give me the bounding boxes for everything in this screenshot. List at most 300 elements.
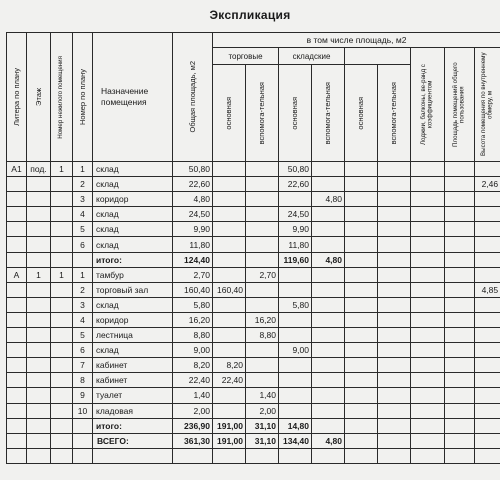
- header-other-main: основная: [345, 65, 378, 162]
- cell-no: 10: [73, 403, 93, 418]
- cell-apt: [51, 403, 73, 418]
- cell-lit: [7, 373, 27, 388]
- cell-no: 7: [73, 358, 93, 373]
- cell-floor: [27, 403, 51, 418]
- cell-storage-aux: [312, 282, 345, 297]
- cell-lit: [7, 418, 27, 433]
- cell-no: 6: [73, 343, 93, 358]
- header-trade: торговые: [213, 48, 279, 65]
- cell-no: [73, 252, 93, 267]
- cell-common: [445, 418, 475, 433]
- cell-other-aux: [378, 373, 411, 388]
- header-loggias: Лоджии, балконы, ве-ранд с коэффициентом: [411, 48, 445, 162]
- header-height: Высота помещения по внутреннему обмеру, м: [475, 48, 500, 162]
- cell-height: [475, 312, 500, 327]
- cell-name: кабинет: [93, 358, 173, 373]
- cell-apt: [51, 297, 73, 312]
- cell-loggias: [411, 222, 445, 237]
- cell-other-main: [345, 192, 378, 207]
- cell-apt: [51, 433, 73, 448]
- header-room-no: Номер по плану: [73, 33, 93, 162]
- cell-storage-aux: [312, 162, 345, 177]
- cell-common: [445, 403, 475, 418]
- cell-other-main: [345, 237, 378, 252]
- cell-no: [73, 448, 93, 463]
- cell-no: 2: [73, 177, 93, 192]
- cell-total: 22,60: [173, 177, 213, 192]
- table-row: [7, 403, 500, 418]
- cell-common: [445, 252, 475, 267]
- cell-storage-aux: [312, 207, 345, 222]
- cell-loggias: [411, 433, 445, 448]
- cell-loggias: [411, 192, 445, 207]
- cell-lit: [7, 207, 27, 222]
- cell-storage-main: 5,80: [279, 297, 312, 312]
- cell-name: склад: [93, 237, 173, 252]
- cell-trade-aux: 31,10: [246, 418, 279, 433]
- cell-storage-aux: 4,80: [312, 192, 345, 207]
- cell-lit: [7, 252, 27, 267]
- cell-other-aux: [378, 192, 411, 207]
- table-row: [7, 222, 500, 237]
- cell-other-main: [345, 448, 378, 463]
- table-row: [7, 162, 500, 177]
- cell-trade-main: 8,20: [213, 358, 246, 373]
- cell-lit: [7, 222, 27, 237]
- cell-other-main: [345, 252, 378, 267]
- cell-name: склад: [93, 177, 173, 192]
- cell-trade-main: [213, 252, 246, 267]
- cell-name: склад: [93, 207, 173, 222]
- cell-apt: [51, 237, 73, 252]
- cell-height: [475, 162, 500, 177]
- cell-other-aux: [378, 237, 411, 252]
- cell-total: 8,20: [173, 358, 213, 373]
- header-apt-no: Номер нежилого помещения: [51, 33, 73, 162]
- cell-lit: А1: [7, 162, 27, 177]
- cell-other-main: [345, 343, 378, 358]
- table-row: [7, 418, 500, 433]
- cell-trade-main: [213, 297, 246, 312]
- cell-common: [445, 328, 475, 343]
- cell-common: [445, 222, 475, 237]
- cell-height: [475, 252, 500, 267]
- cell-total: 2,70: [173, 267, 213, 282]
- cell-floor: [27, 282, 51, 297]
- cell-other-aux: [378, 418, 411, 433]
- cell-trade-main: [213, 328, 246, 343]
- table-row: [7, 433, 500, 448]
- header-litera: Литера по плану: [7, 33, 27, 162]
- cell-lit: [7, 177, 27, 192]
- cell-trade-main: [213, 388, 246, 403]
- cell-name: кладовая: [93, 403, 173, 418]
- cell-loggias: [411, 297, 445, 312]
- cell-height: 4,85: [475, 282, 500, 297]
- cell-other-main: [345, 207, 378, 222]
- cell-name: коридор: [93, 312, 173, 327]
- cell-apt: [51, 328, 73, 343]
- cell-trade-main: [213, 403, 246, 418]
- table-row: [7, 388, 500, 403]
- cell-trade-main: 191,00: [213, 433, 246, 448]
- cell-apt: 1: [51, 267, 73, 282]
- cell-common: [445, 162, 475, 177]
- cell-lit: [7, 358, 27, 373]
- cell-common: [445, 358, 475, 373]
- cell-apt: [51, 388, 73, 403]
- cell-storage-aux: [312, 343, 345, 358]
- cell-trade-main: [213, 343, 246, 358]
- cell-other-main: [345, 433, 378, 448]
- cell-loggias: [411, 388, 445, 403]
- cell-height: [475, 237, 500, 252]
- cell-storage-main: [279, 192, 312, 207]
- cell-total: 16,20: [173, 312, 213, 327]
- cell-common: [445, 448, 475, 463]
- cell-trade-aux: 1,40: [246, 388, 279, 403]
- cell-other-main: [345, 312, 378, 327]
- cell-floor: [27, 343, 51, 358]
- cell-other-aux: [378, 162, 411, 177]
- cell-floor: [27, 192, 51, 207]
- cell-common: [445, 207, 475, 222]
- cell-trade-aux: [246, 177, 279, 192]
- cell-floor: [27, 433, 51, 448]
- cell-loggias: [411, 448, 445, 463]
- cell-other-main: [345, 162, 378, 177]
- cell-trade-main: [213, 237, 246, 252]
- cell-storage-aux: [312, 237, 345, 252]
- cell-storage-aux: [312, 267, 345, 282]
- cell-floor: 1: [27, 267, 51, 282]
- cell-height: [475, 403, 500, 418]
- header-incl-area: в том числе площадь, м2: [213, 33, 500, 48]
- header-common-area: Площадь помещений общего пользования: [445, 48, 475, 162]
- table-row: [7, 373, 500, 388]
- cell-no: 5: [73, 328, 93, 343]
- cell-loggias: [411, 207, 445, 222]
- cell-floor: [27, 373, 51, 388]
- cell-height: [475, 388, 500, 403]
- cell-height: [475, 433, 500, 448]
- cell-trade-aux: [246, 448, 279, 463]
- cell-apt: [51, 343, 73, 358]
- cell-lit: [7, 343, 27, 358]
- cell-other-aux: [378, 328, 411, 343]
- cell-storage-aux: [312, 222, 345, 237]
- cell-storage-main: 11,80: [279, 237, 312, 252]
- table-row: [7, 448, 500, 463]
- cell-trade-main: [213, 222, 246, 237]
- cell-common: [445, 343, 475, 358]
- cell-height: [475, 343, 500, 358]
- cell-name: [93, 448, 173, 463]
- cell-total: 24,50: [173, 207, 213, 222]
- cell-no: 5: [73, 222, 93, 237]
- cell-storage-aux: [312, 418, 345, 433]
- cell-floor: [27, 177, 51, 192]
- cell-lit: [7, 297, 27, 312]
- cell-trade-aux: [246, 343, 279, 358]
- cell-storage-aux: [312, 297, 345, 312]
- cell-trade-main: [213, 162, 246, 177]
- cell-trade-aux: [246, 222, 279, 237]
- cell-storage-aux: [312, 373, 345, 388]
- cell-trade-aux: [246, 297, 279, 312]
- cell-loggias: [411, 358, 445, 373]
- cell-total: 124,40: [173, 252, 213, 267]
- cell-loggias: [411, 343, 445, 358]
- header-storage-main: основная: [279, 65, 312, 162]
- cell-height: [475, 207, 500, 222]
- cell-loggias: [411, 177, 445, 192]
- header-other-aux: вспомога-тельная: [378, 65, 411, 162]
- cell-other-aux: [378, 207, 411, 222]
- cell-floor: [27, 237, 51, 252]
- cell-other-main: [345, 297, 378, 312]
- cell-other-main: [345, 328, 378, 343]
- cell-no: 4: [73, 312, 93, 327]
- cell-trade-main: [213, 267, 246, 282]
- cell-name: склад: [93, 222, 173, 237]
- cell-apt: [51, 207, 73, 222]
- cell-total: 9,00: [173, 343, 213, 358]
- cell-floor: [27, 222, 51, 237]
- cell-other-aux: [378, 312, 411, 327]
- table-row: [7, 267, 500, 282]
- cell-common: [445, 297, 475, 312]
- cell-trade-main: [213, 207, 246, 222]
- cell-height: [475, 448, 500, 463]
- cell-lit: [7, 388, 27, 403]
- cell-floor: [27, 388, 51, 403]
- cell-trade-main: [213, 312, 246, 327]
- table-row: [7, 297, 500, 312]
- cell-trade-aux: [246, 282, 279, 297]
- cell-trade-aux: 16,20: [246, 312, 279, 327]
- cell-name: кабинет: [93, 373, 173, 388]
- cell-apt: [51, 358, 73, 373]
- cell-storage-main: [279, 448, 312, 463]
- cell-trade-aux: [246, 162, 279, 177]
- cell-other-aux: [378, 177, 411, 192]
- cell-trade-aux: 8,80: [246, 328, 279, 343]
- cell-trade-aux: [246, 358, 279, 373]
- cell-common: [445, 237, 475, 252]
- cell-apt: [51, 192, 73, 207]
- cell-lit: [7, 433, 27, 448]
- cell-total: 5,80: [173, 297, 213, 312]
- cell-other-aux: [378, 252, 411, 267]
- table-row: [7, 177, 500, 192]
- cell-other-aux: [378, 267, 411, 282]
- cell-storage-main: 134,40: [279, 433, 312, 448]
- cell-storage-aux: [312, 328, 345, 343]
- cell-lit: [7, 312, 27, 327]
- table-row: [7, 192, 500, 207]
- cell-no: 4: [73, 207, 93, 222]
- cell-storage-main: [279, 282, 312, 297]
- cell-total: 2,00: [173, 403, 213, 418]
- cell-loggias: [411, 282, 445, 297]
- cell-common: [445, 433, 475, 448]
- cell-floor: [27, 418, 51, 433]
- cell-trade-aux: [246, 192, 279, 207]
- cell-trade-aux: 31,10: [246, 433, 279, 448]
- cell-total: 361,30: [173, 433, 213, 448]
- header-storage-aux: вспомога-тельная: [312, 65, 345, 162]
- cell-height: [475, 328, 500, 343]
- cell-storage-aux: [312, 358, 345, 373]
- cell-storage-main: [279, 358, 312, 373]
- cell-loggias: [411, 373, 445, 388]
- cell-trade-aux: [246, 373, 279, 388]
- header-trade-aux: вспомога-тельная: [246, 65, 279, 162]
- cell-other-main: [345, 418, 378, 433]
- cell-other-aux: [378, 433, 411, 448]
- header-purpose: Назначение помещения: [93, 33, 173, 162]
- cell-other-aux: [378, 388, 411, 403]
- cell-apt: [51, 222, 73, 237]
- cell-apt: [51, 252, 73, 267]
- cell-total: 160,40: [173, 282, 213, 297]
- cell-total: 9,90: [173, 222, 213, 237]
- cell-other-main: [345, 222, 378, 237]
- cell-loggias: [411, 162, 445, 177]
- cell-apt: [51, 418, 73, 433]
- explication-table: [6, 32, 500, 464]
- cell-name: тамбур: [93, 267, 173, 282]
- cell-common: [445, 177, 475, 192]
- cell-no: 3: [73, 297, 93, 312]
- cell-no: 1: [73, 267, 93, 282]
- cell-floor: под.: [27, 162, 51, 177]
- cell-height: [475, 358, 500, 373]
- cell-common: [445, 388, 475, 403]
- cell-other-main: [345, 267, 378, 282]
- cell-trade-main: [213, 448, 246, 463]
- cell-lit: [7, 192, 27, 207]
- cell-floor: [27, 328, 51, 343]
- cell-other-main: [345, 403, 378, 418]
- cell-floor: [27, 207, 51, 222]
- cell-trade-main: [213, 192, 246, 207]
- cell-name: итого:: [93, 418, 173, 433]
- cell-no: 9: [73, 388, 93, 403]
- cell-lit: [7, 448, 27, 463]
- table-row: [7, 328, 500, 343]
- cell-name: склад: [93, 343, 173, 358]
- cell-total: 1,40: [173, 388, 213, 403]
- cell-storage-main: [279, 388, 312, 403]
- cell-trade-main: 191,00: [213, 418, 246, 433]
- table-row: [7, 282, 500, 297]
- cell-storage-main: 9,90: [279, 222, 312, 237]
- cell-storage-aux: 4,80: [312, 433, 345, 448]
- cell-loggias: [411, 267, 445, 282]
- cell-total: 236,90: [173, 418, 213, 433]
- cell-other-aux: [378, 297, 411, 312]
- cell-name: лестница: [93, 328, 173, 343]
- table-row: [7, 312, 500, 327]
- cell-no: 1: [73, 162, 93, 177]
- cell-floor: [27, 448, 51, 463]
- cell-loggias: [411, 237, 445, 252]
- cell-total: 8,80: [173, 328, 213, 343]
- cell-storage-main: 14,80: [279, 418, 312, 433]
- cell-other-main: [345, 388, 378, 403]
- cell-storage-main: 24,50: [279, 207, 312, 222]
- cell-no: 3: [73, 192, 93, 207]
- cell-storage-aux: [312, 177, 345, 192]
- table-row: [7, 252, 500, 267]
- cell-trade-aux: 2,00: [246, 403, 279, 418]
- header-blank: [345, 48, 411, 65]
- cell-storage-aux: [312, 403, 345, 418]
- cell-total: 22,40: [173, 373, 213, 388]
- cell-height: [475, 222, 500, 237]
- cell-height: [475, 297, 500, 312]
- cell-loggias: [411, 328, 445, 343]
- cell-name: туалет: [93, 388, 173, 403]
- table-row: [7, 343, 500, 358]
- cell-no: 6: [73, 237, 93, 252]
- cell-apt: [51, 373, 73, 388]
- cell-trade-main: [213, 177, 246, 192]
- cell-trade-aux: 2,70: [246, 267, 279, 282]
- table-row: [7, 207, 500, 222]
- cell-name: итого:: [93, 252, 173, 267]
- cell-lit: [7, 282, 27, 297]
- cell-apt: [51, 448, 73, 463]
- cell-name: торговый зал: [93, 282, 173, 297]
- cell-height: [475, 267, 500, 282]
- cell-trade-main: 22,40: [213, 373, 246, 388]
- cell-other-main: [345, 177, 378, 192]
- cell-loggias: [411, 252, 445, 267]
- cell-no: 8: [73, 373, 93, 388]
- cell-loggias: [411, 418, 445, 433]
- cell-other-aux: [378, 343, 411, 358]
- cell-loggias: [411, 312, 445, 327]
- cell-common: [445, 267, 475, 282]
- cell-storage-main: 119,60: [279, 252, 312, 267]
- cell-loggias: [411, 403, 445, 418]
- cell-name: склад: [93, 297, 173, 312]
- cell-apt: [51, 312, 73, 327]
- cell-no: 2: [73, 282, 93, 297]
- cell-apt: 1: [51, 162, 73, 177]
- cell-storage-main: 9,00: [279, 343, 312, 358]
- cell-floor: [27, 252, 51, 267]
- cell-common: [445, 192, 475, 207]
- cell-storage-aux: [312, 312, 345, 327]
- cell-height: 2,46: [475, 177, 500, 192]
- page-title: Экспликация: [209, 8, 291, 22]
- cell-total: 50,80: [173, 162, 213, 177]
- cell-lit: [7, 328, 27, 343]
- cell-lit: А: [7, 267, 27, 282]
- cell-trade-aux: [246, 252, 279, 267]
- cell-common: [445, 312, 475, 327]
- cell-lit: [7, 237, 27, 252]
- cell-apt: [51, 177, 73, 192]
- cell-storage-aux: [312, 448, 345, 463]
- header-total-area: Общая площадь, м2: [173, 33, 213, 162]
- cell-height: [475, 373, 500, 388]
- cell-lit: [7, 403, 27, 418]
